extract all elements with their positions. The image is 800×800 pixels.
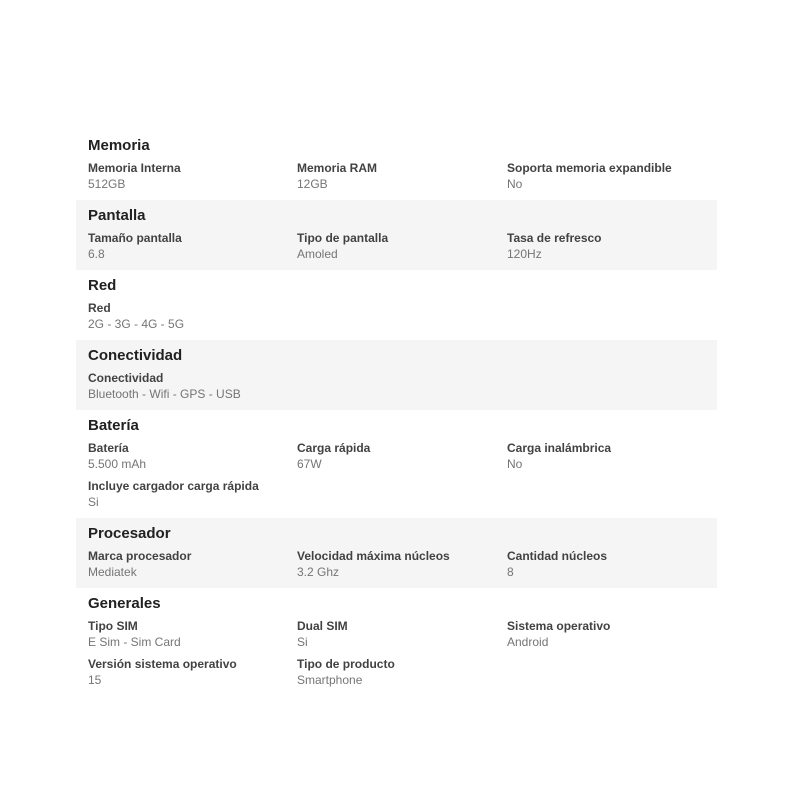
attribute-label: Carga rápida [297,441,371,455]
section-title: Generales [88,595,161,612]
spec-row [88,658,705,687]
attribute-value: 67W [297,457,322,471]
spec-attribute-tipo-de-producto [297,658,507,687]
attribute-label: Tasa de refresco [507,231,602,245]
attribute-value: Mediatek [88,565,137,579]
spec-attribute-memoria-ram [297,162,507,191]
spec-attribute-tasa-de-refresco [507,232,705,261]
attribute-label: Carga inalámbrica [507,441,612,455]
attribute-value: Bluetooth - Wifi - GPS - USB [88,387,241,401]
spec-row [88,302,705,331]
spec-attribute-version-sistema-operativo [88,658,297,687]
spec-attribute-marca-procesador [88,550,297,579]
attribute-value: No [507,457,523,471]
spec-attribute-red [88,302,297,331]
attribute-label: Red [88,301,111,315]
spec-row [88,162,705,191]
attribute-label: Conectividad [88,371,164,385]
attribute-value: 5.500 mAh [88,457,147,471]
section-title: Batería [88,417,139,434]
spec-attribute-tamano-pantalla [88,232,297,261]
attribute-value: Si [297,635,308,649]
spec-attribute-cantidad-nucleos [507,550,705,579]
attribute-label: Cantidad núcleos [507,549,608,563]
attribute-label: Dual SIM [297,619,348,633]
attribute-value: No [507,177,523,191]
spec-row [88,442,705,471]
attribute-label: Tipo de producto [297,657,395,671]
spec-attribute-soporta-memoria-expandible [507,162,705,191]
attribute-value: 2G - 3G - 4G - 5G [88,317,185,331]
product-spec-table [76,130,717,696]
section-title: Pantalla [88,207,146,224]
attribute-label: Memoria RAM [297,161,378,175]
spec-row [88,232,705,261]
attribute-label: Velocidad máxima núcleos [297,549,450,563]
spec-section-conectividad [76,340,717,410]
attribute-value: 512GB [88,177,126,191]
spec-section-memoria [76,130,717,200]
spec-attribute-sistema-operativo [507,620,705,649]
section-title: Red [88,277,117,294]
attribute-label: Sistema operativo [507,619,611,633]
attribute-value: 120Hz [507,247,542,261]
spec-attribute-dual-sim [297,620,507,649]
spec-section-procesador [76,518,717,588]
attribute-label: Tipo de pantalla [297,231,389,245]
attribute-label: Incluye cargador carga rápida [88,479,259,493]
attribute-label: Marca procesador [88,549,192,563]
spec-row [88,480,705,509]
spec-attribute-carga-rapida [297,442,507,471]
spec-attribute-tipo-de-pantalla [297,232,507,261]
spec-section-bateria [76,410,717,518]
spec-attribute-incluye-cargador-carga-rapida [88,480,297,509]
attribute-value: 3.2 Ghz [297,565,340,579]
attribute-label: Versión sistema operativo [88,657,237,671]
section-title: Memoria [88,137,150,154]
spec-attribute-bateria [88,442,297,471]
spec-attribute-memoria-interna [88,162,297,191]
attribute-value: 15 [88,673,102,687]
attribute-label: Soporta memoria expandible [507,161,672,175]
attribute-value: E Sim - Sim Card [88,635,181,649]
spec-attribute-tipo-sim [88,620,297,649]
attribute-value: 12GB [297,177,328,191]
attribute-label: Tipo SIM [88,619,138,633]
spec-row [88,620,705,649]
attribute-label: Memoria Interna [88,161,181,175]
attribute-value: Amoled [297,247,338,261]
attribute-label: Batería [88,441,129,455]
attribute-value: Smartphone [297,673,363,687]
spec-section-red [76,270,717,340]
spec-section-generales [76,588,717,696]
spec-attribute-carga-inalambrica [507,442,705,471]
spec-attribute-conectividad [88,372,297,401]
spec-section-pantalla [76,200,717,270]
section-title: Procesador [88,525,171,542]
attribute-value: Android [507,635,549,649]
attribute-value: 8 [507,565,514,579]
spec-attribute-velocidad-maxima-nucleos [297,550,507,579]
section-title: Conectividad [88,347,183,364]
attribute-value: Si [88,495,99,509]
attribute-label: Tamaño pantalla [88,231,182,245]
attribute-value: 6.8 [88,247,105,261]
spec-row [88,550,705,579]
spec-row [88,372,705,401]
